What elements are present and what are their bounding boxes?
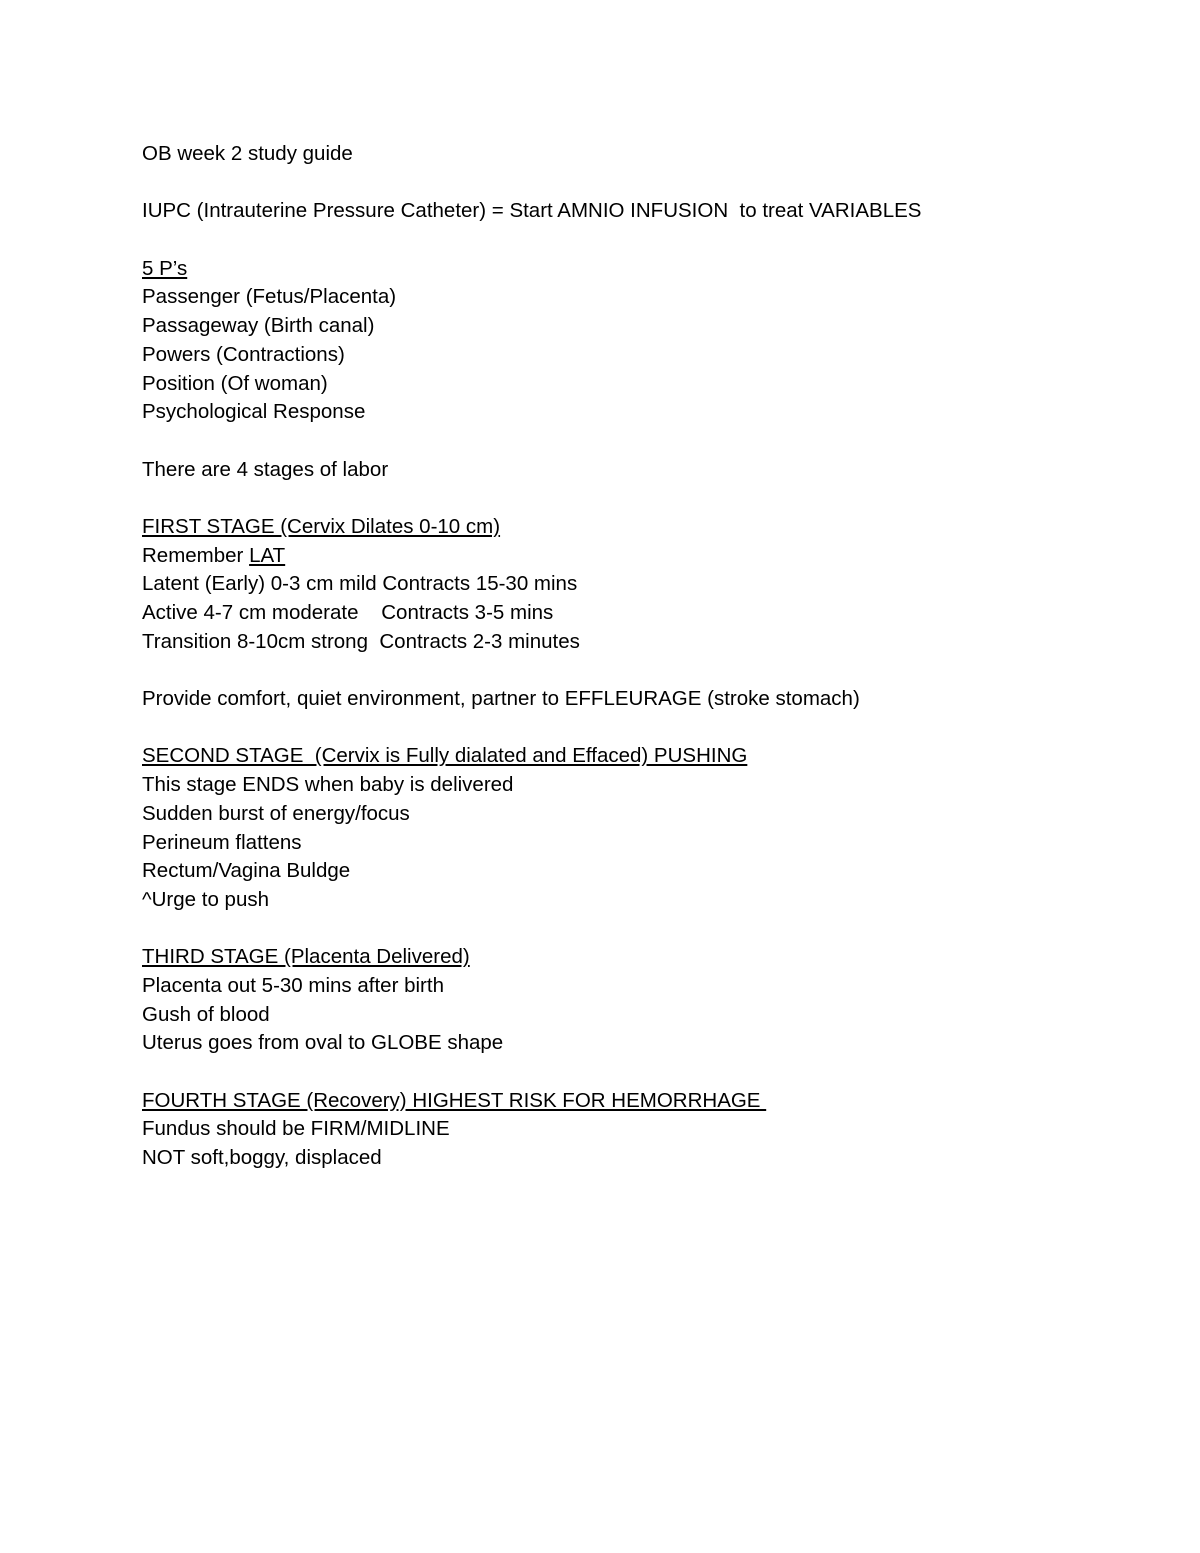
list-item: Position (Of woman) xyxy=(142,371,328,395)
comfort-note: Provide comfort, quiet environment, partner to EFFLEURAGE (stroke stomach) xyxy=(142,687,860,711)
list-item: Gush of blood xyxy=(142,1002,270,1026)
list-item: Active 4-7 cm moderate Contracts 3-5 mins xyxy=(142,601,554,624)
list-item: Latent (Early) 0-3 cm mild Contracts 15-30 mins xyxy=(142,572,578,596)
stages-intro: There are 4 stages of labor xyxy=(142,457,389,481)
list-item: Uterus goes from oval to GLOBE shape xyxy=(142,1031,504,1055)
list-item: Transition 8-10cm strong Contracts 2-3 minutes xyxy=(142,629,580,653)
third-stage-heading: THIRD STAGE (Placenta Delivered) xyxy=(142,945,470,969)
remember-prefix: Remember xyxy=(142,543,250,567)
remember-line xyxy=(142,542,1102,571)
spacer xyxy=(142,484,1102,513)
spacer xyxy=(142,915,1102,944)
list-item: Passenger (Fetus/Placenta) xyxy=(142,285,397,309)
list-item: Sudden burst of energy/focus xyxy=(142,801,410,825)
fourth-stage-heading: FOURTH STAGE (Recovery) HIGHEST RISK FOR HEMORRHAGE xyxy=(142,1088,767,1112)
list-item: Fundus should be FIRM/MIDLINE xyxy=(142,1117,450,1141)
list-item: Rectum/Vagina Buldge xyxy=(142,859,351,883)
spacer xyxy=(142,1058,1102,1087)
remember-acronym: LAT xyxy=(249,543,286,567)
document-page xyxy=(142,140,1102,1173)
list-item: ^Urge to push xyxy=(142,887,269,911)
first-stage-heading: FIRST STAGE (Cervix Dilates 0-10 cm) xyxy=(142,514,501,538)
list-item: This stage ENDS when baby is delivered xyxy=(142,773,514,797)
list-item: NOT soft,boggy, displaced xyxy=(142,1146,382,1170)
list-item: Powers (Contractions) xyxy=(142,342,345,366)
list-item: Perineum flattens xyxy=(142,830,302,854)
spacer xyxy=(142,427,1102,456)
list-item: Passageway (Birth canal) xyxy=(142,314,375,338)
list-item: Placenta out 5-30 mins after birth xyxy=(142,973,444,997)
spacer xyxy=(142,169,1102,198)
spacer xyxy=(142,656,1102,685)
list-item: Psychological Response xyxy=(142,400,366,424)
iupc-line: IUPC (Intrauterine Pressure Catheter) = Start AMNIO INFUSION to treat VARIABLES xyxy=(142,199,922,223)
spacer xyxy=(142,226,1102,255)
document-title: OB week 2 study guide xyxy=(142,142,353,165)
five-ps-heading: 5 P’s xyxy=(142,256,188,280)
spacer xyxy=(142,714,1102,743)
second-stage-heading: SECOND STAGE (Cervix is Fully dialated and Effaced) PUSHING xyxy=(142,744,748,768)
